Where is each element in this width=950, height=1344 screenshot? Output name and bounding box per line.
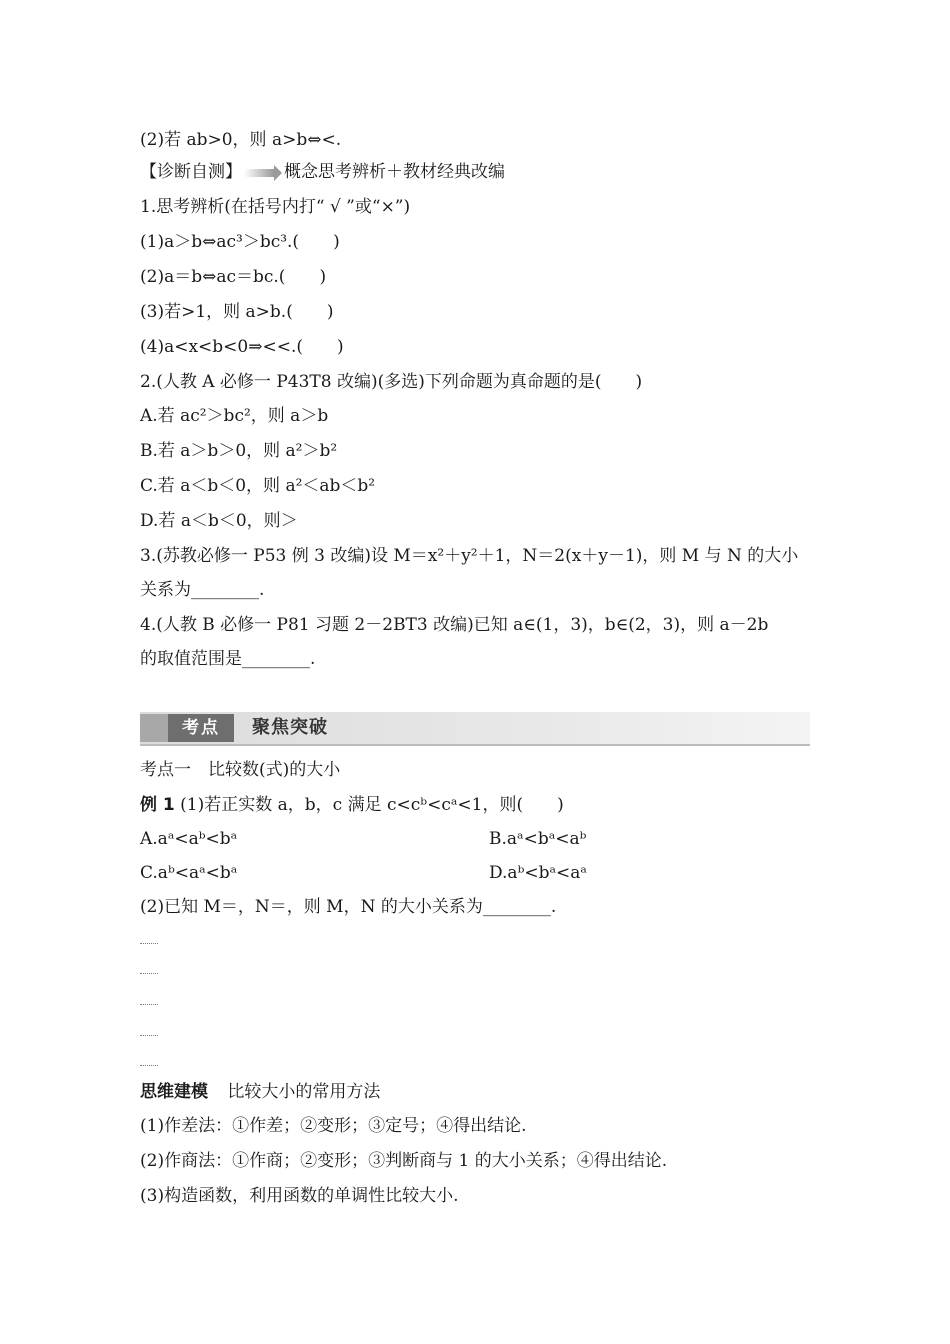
question-1-item: (2)a＝b⇔ac＝bc.( ) — [140, 267, 327, 287]
question-2-option: D.若 a＜b＜0，则＞ — [140, 511, 298, 531]
question-3-line: 3.(苏教必修一 P53 例 3 改编)设 M＝x²＋y²＋1，N＝2(x＋y－1)，则 M 与 N 的大小 — [140, 546, 799, 566]
option-c: C.aᵇ<aᵃ<bᵃ — [140, 863, 238, 883]
question-3-line: 关系为________. — [140, 580, 265, 600]
diagnostic-subtitle: 概念思考辨析＋教材经典改编 — [284, 162, 505, 182]
arrow-icon — [244, 169, 274, 177]
section-banner — [140, 712, 810, 746]
diagnostic-label: 【诊断自测】 — [140, 162, 242, 182]
example-1-part-2: (2)已知 M＝，N＝，则 M，N 的大小关系为________. — [140, 897, 557, 917]
thinking-model — [140, 1080, 380, 1104]
method-item: (2)作商法：①作商；②变形；③判断商与 1 的大小关系；④得出结论. — [140, 1151, 668, 1171]
question-1-heading: 1.思考辨析(在括号内打“ √ ”或“×”) — [140, 197, 411, 217]
banner-title: 聚焦突破 — [252, 717, 328, 738]
question-2-option: A.若 ac²＞bc²，则 a＞b — [140, 406, 329, 426]
section-heading: 考点一 比较数(式)的大小 — [140, 760, 341, 780]
question-1-item: (1)a＞b⇔ac³＞bc³.( ) — [140, 232, 340, 252]
answer-dots — [140, 1035, 158, 1036]
question-2-option: C.若 a＜b＜0，则 a²＜ab＜b² — [140, 476, 376, 496]
example-label: 例 1 — [140, 795, 175, 815]
option-a: A.aᵃ<aᵇ<bᵃ — [140, 829, 238, 849]
question-4-line: 4.(人教 B 必修一 P81 习题 2－2BT3 改编)已知 a∈(1，3)，b∈(2，3)，则 a－2b — [140, 615, 769, 635]
option-b: B.aᵃ<bᵃ<aᵇ — [489, 829, 587, 849]
method-item: (1)作差法：①作差；②变形；③定号；④得出结论. — [140, 1116, 527, 1136]
answer-dots — [140, 943, 158, 944]
method-item: (3)构造函数，利用函数的单调性比较大小. — [140, 1186, 459, 1206]
model-label: 思维建模 — [140, 1082, 208, 1102]
question-2-option: B.若 a＞b＞0，则 a²＞b² — [140, 441, 338, 461]
question-1-item: (4)a<x<b<0⇒<<.( ) — [140, 337, 344, 357]
example-text: (1)若正实数 a，b，c 满足 c<cᵇ<cᵃ<1，则( ) — [180, 795, 564, 815]
question-1-item: (3)若>1，则 a>b.( ) — [140, 302, 334, 322]
answer-dots — [140, 1004, 158, 1005]
question-4-line: 的取值范围是________. — [140, 649, 316, 669]
question-2-heading: 2.(人教 A 必修一 P43T8 改编)(多选)下列命题为真命题的是( ) — [140, 372, 643, 392]
option-d: D.aᵇ<bᵃ<aᵃ — [489, 863, 587, 883]
diagnostic-header — [140, 160, 505, 184]
text-line: (2)若 ab>0，则 a>b⇔<. — [140, 130, 342, 150]
model-title: 比较大小的常用方法 — [227, 1082, 381, 1102]
banner-decoration — [140, 714, 168, 742]
example-1 — [140, 793, 564, 817]
answer-dots — [140, 1065, 158, 1066]
answer-dots — [140, 973, 158, 974]
banner-tag: 考点 — [168, 714, 234, 742]
